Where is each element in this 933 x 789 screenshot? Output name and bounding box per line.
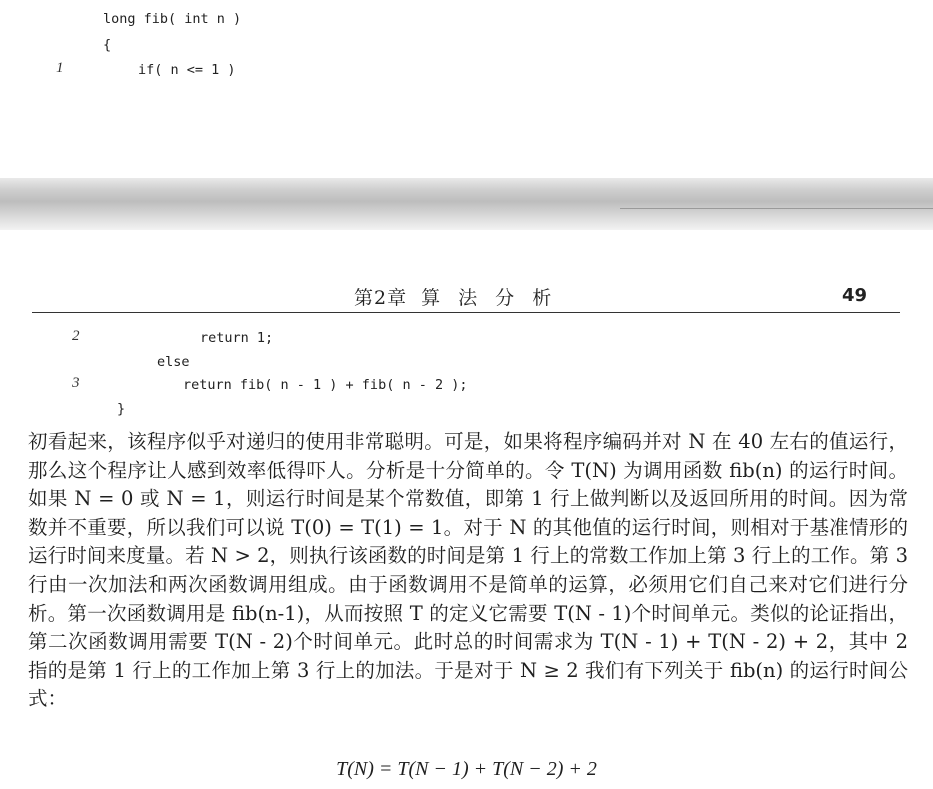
body-paragraph: 初看起来，该程序似乎对递归的使用非常聪明。可是，如果将程序编码并对 N 在 40 左右的值运行，那么这个程序让人感到效率低得吓人。分析是十分简单的。令 T(N) 为调用函数 fib(n) 的运行时间。如果 N = 0 或 N = 1，则运行时间是某个常数值，即第 1 行上做判断以及返回所用的时间。因为常数并不重要，所以我们可以说 T(0) = T(1) = 1。对于 N 的其他值的运行时间，则相对于基准情形的运行时间来度量。若 N > 2，则执行该函数的时间是第 1 行上的常数工作加上第 3 行上的工作。第 3 行由一次加法和两次函数调用组成。由于函数调用不是简单的运算，必须用它们自己来对它们进行分析。第一次函数调用是 fib(n-1)，从而按照 T 的定义它需要 T(N - 1)个时间单元。类似的论证指出，第二次函数调用需要 T(N - 2)个时间单元。此时总的时间需求为 T(N - 1) + T(N - 2) + 2，其中 2 指的是第 1 行上的工作加上第 3 行上的加法。于是对于 N ≥ 2 我们有下列关于 fib(n) 的运行时间公式： (28, 430, 908, 711)
line-number-2: 2 (72, 328, 80, 344)
header-rule (32, 312, 900, 313)
code-line-close-brace: } (117, 401, 126, 417)
line-number-1: 1 (56, 60, 64, 76)
code-line-return-1: return 1; (200, 330, 274, 346)
code-line-if: if( n <= 1 ) (138, 62, 236, 78)
top-page-fragment (0, 0, 933, 178)
code-line-signature: long fib( int n ) (103, 11, 242, 27)
chapter-title: 算 法 分 析 (421, 287, 558, 309)
code-line-else: else (157, 354, 190, 370)
line-number-3: 3 (72, 375, 80, 391)
page-number: 49 (842, 285, 868, 306)
runtime-formula: T(N) = T(N − 1) + T(N − 2) + 2 (336, 758, 597, 780)
chapter-label: 第2章 (354, 287, 408, 309)
code-line-return-fib: return fib( n - 1 ) + fib( n - 2 ); (183, 377, 468, 393)
running-header (354, 283, 557, 310)
bottom-page (0, 230, 933, 789)
code-line-open-brace: { (103, 37, 112, 53)
page-gap (0, 178, 933, 230)
